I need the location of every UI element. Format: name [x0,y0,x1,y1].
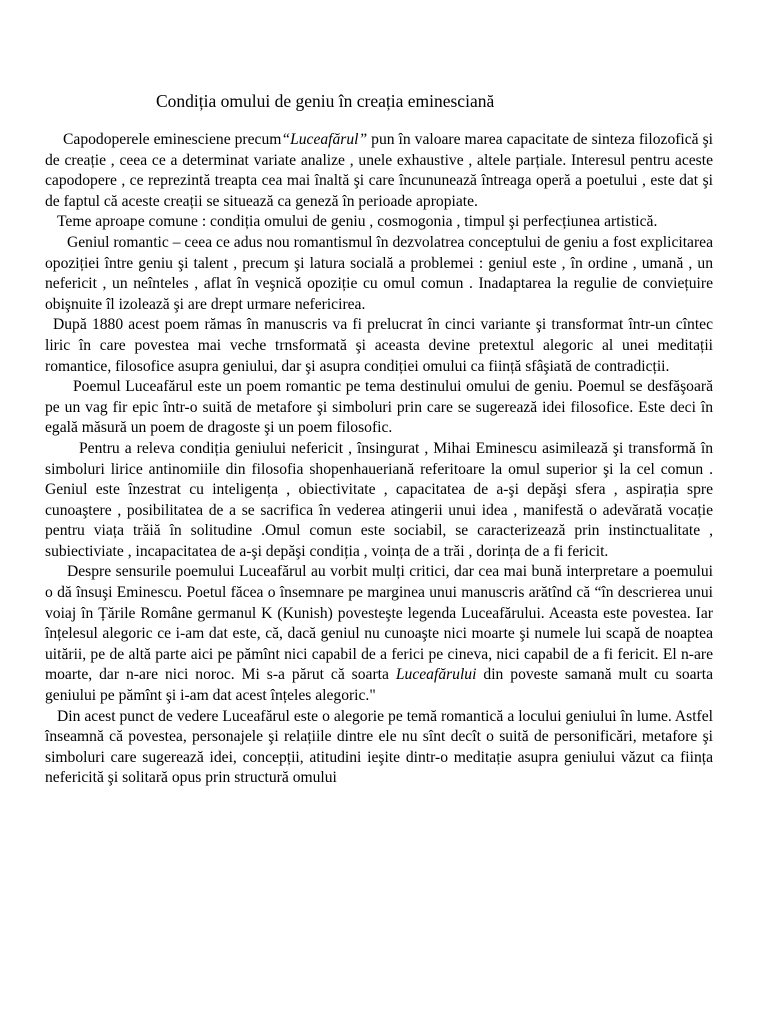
paragraph-romantic-genius: Geniul romantic – ceea ce adus nou romantismul în dezvolatrea conceptului de geniu a fost explicitarea opoziției între geniu şi talent , precum şi latura socială a problemei : geniul este , în ordine , umană , un nefericit , un neînteles , aflat în veşnică opoziție cu omul comun . Inadaptarea la regulie de conviețuire obişnuite îl izolează şi are drept urmare nefericirea. [45,233,713,313]
paragraph-intro [45,130,713,212]
page-title: Condiția omului de geniu în creația eminesciană [156,91,495,111]
paragraph-allegory: Din acest punct de vedere Luceafărul este o alegorie pe temă romantică a locului geniului în lume. Astfel înseamnă că povestea, personajele şi relațiile dintre ele nu sînt decît o suită de personificări, metafore şi simboluri care sugerează idei, concepții, atitudini ieşite dintr-o meditație asupra geniului văzut ca ființa nefericită şi solitară opus prin structură omului [45,707,713,787]
poem-title-emphasis: Luceafărului [395,666,477,684]
paragraph-variants: După 1880 acest poem rămas în manuscris va fi prelucrat în cinci variante şi transformat într-un cîntec liric în care povestea mai veche trnsformată şi aceasta devine pretextul alegoric al unei meditații romantice, filosofice asupra geniului, dar şi asupra condiției omului ca ființă sfâşiată de contradicții. [45,316,713,375]
paragraph-text: din poveste samană mult cu soarta geniului pe pămînt şi i-am dat acest înțeles alegoric." [45,666,713,705]
document-body [45,130,713,789]
poem-title-emphasis: “Luceafărul” [281,131,368,148]
paragraph-eminescu-note [45,562,713,706]
paragraph-themes: Teme aproape comune : condiția omului de geniu , cosmogonia , timpul şi perfecțiunea artistică. [57,213,658,231]
paragraph-text: pun în valoare marea capacitate de sinteza filozofică şi de creație , ceea ce a determinat variate analize , unele exhaustive , altele parțiale. Interesul pentru aceste capodopere , ce reprezintă treapta cea mai înaltă şi care încununează întreaga operă a poetului , este dat şi de faptul că aceste creații se situează ca geneză în perioade apropiate. [45,131,713,210]
paragraph-schopenhauer: Pentru a releva condiția geniului nefericit , însingurat , Mihai Eminescu asimilează şi transformă în simboluri lirice antinomiile din filosofia shopenhaueriană referitoare la omul superior şi la cel comun . Geniul este înzestrat cu inteligența , obiectivitate , capacitatea de a-şi depăşi sfera , aspirația spre cunoaştere , posibilitatea de a se sacrifica în vederea atingerii unui idea , manifestă o adevărată vocație pentru viața trăiă în solitudine .Omul comun este sociabil, se caracterizează prin instinctualitate , subiectiviate , incapacitatea de a-şi depăşi condiția , voința de a trăi , dorința de a fi fericit. [45,439,713,560]
paragraph-romantic-poem: Poemul Luceafărul este un poem romantic pe tema destinului omului de geniu. Poemul se desfăşoară pe un vag fir epic într-o suită de metafore şi simboluri prin care se sugerează idei filosofice. Este deci în egală măsură un poem de dragoste şi un poem filosofic. [45,378,713,437]
paragraph-text: Despre sensurile poemului Luceafărul au vorbit mulți critici, dar cea mai bună interpretare a poemului o dă însuşi Eminescu. Poetul făcea o însemnare pe marginea unui manuscris arătînd că “în descrierea unui voiaj în Țările Române germanul K (Kunish) povesteşte legenda Luceafărului. Aceasta este povestea. Iar înțelesul alegoric ce i-am dat este, că, dacă geniul nu cunoaşte nici moarte şi numele lui scapă de noaptea uitării, pe de altă parte aici pe pămînt nici capabil de a ferici pe cineva, nici capabil de a fi fericit. El n-are moarte, dar n-are nici noroc. Mi s-a părut că soarta [45,563,713,684]
paragraph-text: Capodoperele eminesciene precum [63,131,282,148]
